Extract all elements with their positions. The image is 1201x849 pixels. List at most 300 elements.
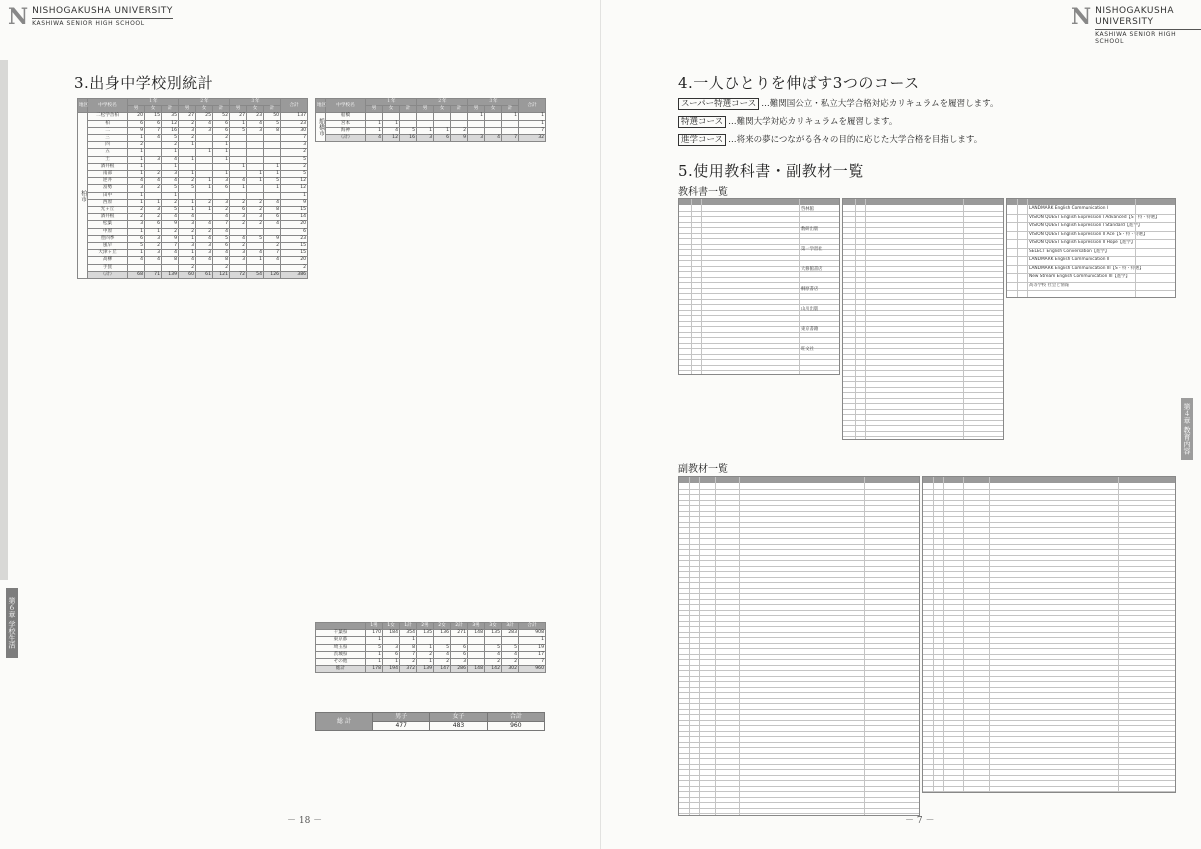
col-year3: ３年	[230, 99, 281, 106]
count-cell	[264, 192, 281, 199]
col-school: 中学校名	[326, 99, 366, 113]
count-cell: 5	[230, 127, 247, 134]
row-line	[843, 255, 1003, 256]
column-line	[989, 477, 990, 792]
count-cell	[230, 171, 247, 178]
count-cell: 27	[179, 113, 196, 120]
section-title-textbooks: 5.使用教科書・副教材一覧	[678, 162, 864, 180]
count-cell	[213, 192, 230, 199]
count-cell: 2	[400, 659, 417, 666]
table-1-body	[78, 113, 308, 279]
count-cell	[485, 637, 502, 644]
row-line	[923, 709, 1175, 710]
chapter-tab: 第４章 教育内容	[1181, 398, 1193, 460]
row-line	[843, 431, 1003, 432]
count-cell: 1	[128, 199, 145, 206]
table-row	[316, 120, 546, 127]
table-row	[78, 264, 308, 271]
count-cell: 1	[128, 149, 145, 156]
count-cell: 1	[383, 120, 400, 127]
count-cell: 6	[230, 207, 247, 214]
count-cell: 2	[145, 171, 162, 178]
count-cell: 3	[145, 156, 162, 163]
row-line	[923, 494, 1175, 495]
count-cell	[230, 135, 247, 142]
row-line	[923, 522, 1175, 523]
sub-total: 計	[162, 106, 179, 113]
count-cell: 4	[230, 235, 247, 242]
summary-header: 合計	[519, 623, 546, 630]
row-line	[923, 764, 1175, 765]
count-cell: 5	[434, 644, 451, 651]
count-cell: 1	[179, 171, 196, 178]
count-cell: 3	[145, 235, 162, 242]
count-cell: 4	[162, 178, 179, 185]
count-cell: 2	[128, 214, 145, 221]
prefecture-summary-table	[315, 622, 546, 673]
school-name-cell: 光ヶ丘	[88, 207, 128, 214]
school-logo-icon: N	[1071, 4, 1092, 30]
count-cell: 2	[196, 228, 213, 235]
count-cell	[230, 228, 247, 235]
column-line	[739, 477, 740, 815]
count-cell: 9	[162, 235, 179, 242]
row-line	[679, 354, 839, 355]
column-line	[1027, 199, 1028, 297]
row-line	[923, 621, 1175, 622]
count-cell: 9	[264, 235, 281, 242]
count-cell	[247, 228, 264, 235]
row-line	[1007, 282, 1175, 283]
count-cell: 35	[162, 113, 179, 120]
row-line	[923, 665, 1175, 666]
count-cell: 6	[145, 221, 162, 228]
count-cell: 12	[281, 185, 308, 192]
count-cell: 4	[196, 221, 213, 228]
row-line	[843, 370, 1003, 371]
row-line	[679, 260, 839, 261]
row-line	[1007, 290, 1175, 291]
row-line	[1007, 265, 1175, 266]
row-line	[679, 211, 839, 212]
school-name-cell: 西原	[88, 199, 128, 206]
table-row	[78, 221, 308, 228]
table-row	[78, 207, 308, 214]
count-cell: 30	[281, 127, 308, 134]
summary-row	[316, 637, 546, 644]
sub-total: 計	[451, 106, 468, 113]
row-line	[923, 676, 1175, 677]
row-line	[843, 354, 1003, 355]
count-cell	[264, 156, 281, 163]
count-cell: 4	[247, 250, 264, 257]
row-line	[1007, 222, 1175, 223]
count-cell	[196, 142, 213, 149]
count-cell: 52	[213, 113, 230, 120]
count-cell: 25	[196, 113, 213, 120]
count-cell: 7	[400, 651, 417, 658]
count-cell	[230, 149, 247, 156]
count-cell	[451, 113, 468, 120]
count-cell: 2	[230, 243, 247, 250]
count-cell	[247, 135, 264, 142]
summary-header: 1女	[383, 623, 400, 630]
count-cell: 5	[264, 178, 281, 185]
row-line	[923, 786, 1175, 787]
count-cell	[400, 120, 417, 127]
count-cell: 1	[128, 163, 145, 170]
summary-header: 2女	[434, 623, 451, 630]
row-line	[843, 348, 1003, 349]
sub-female: 女	[434, 106, 451, 113]
count-cell: 2	[213, 207, 230, 214]
row-line	[923, 659, 1175, 660]
count-cell: 3	[213, 199, 230, 206]
school-name-cell: 風早	[88, 243, 128, 250]
count-cell: 354	[400, 630, 417, 637]
school-name-cell: 五	[88, 149, 128, 156]
count-cell: 8	[400, 644, 417, 651]
row-line	[923, 692, 1175, 693]
count-cell	[468, 651, 485, 658]
count-cell: 54	[247, 271, 264, 278]
row-line	[923, 500, 1175, 501]
summary-row	[316, 659, 546, 666]
count-cell: 4	[230, 178, 247, 185]
count-cell: 283	[502, 630, 519, 637]
school-name: KASHIWA SENIOR HIGH SCHOOL	[32, 18, 173, 27]
count-cell: 6	[213, 243, 230, 250]
count-cell: 8	[264, 207, 281, 214]
count-cell: 1	[196, 207, 213, 214]
row-line	[843, 436, 1003, 437]
publisher-name: 大修館書店	[801, 267, 823, 272]
row-line	[843, 321, 1003, 322]
row-line	[679, 244, 839, 245]
row-line	[843, 387, 1003, 388]
row-line	[843, 271, 1003, 272]
count-cell: 7	[145, 127, 162, 134]
count-cell	[196, 171, 213, 178]
count-cell: 8	[162, 257, 179, 264]
course-label: 特選コース	[678, 116, 726, 128]
row-line	[843, 266, 1003, 267]
count-cell: 9	[128, 127, 145, 134]
count-cell: 2	[264, 243, 281, 250]
row-line	[923, 654, 1175, 655]
row-line	[923, 670, 1175, 671]
count-cell: 4	[434, 651, 451, 658]
count-cell: 3	[417, 135, 434, 142]
count-cell: 12	[162, 120, 179, 127]
col-total: 合計	[281, 99, 308, 113]
summary-header: 2計	[451, 623, 468, 630]
count-cell: 1	[366, 120, 383, 127]
count-cell: 908	[519, 630, 546, 637]
count-cell: 2	[213, 135, 230, 142]
row-line	[923, 544, 1175, 545]
row-line	[679, 216, 839, 217]
col-year2: ２年	[417, 99, 468, 106]
count-cell: 1	[179, 207, 196, 214]
row-line	[923, 505, 1175, 506]
count-cell: 4	[485, 135, 502, 142]
count-cell: 6	[434, 135, 451, 142]
table-row	[78, 257, 308, 264]
school-name-cell: （計）	[88, 271, 128, 278]
row-line	[843, 365, 1003, 366]
row-line	[923, 725, 1175, 726]
count-cell: 2	[196, 199, 213, 206]
row-line	[843, 293, 1003, 294]
count-cell: 20	[128, 113, 145, 120]
count-cell: 1	[247, 178, 264, 185]
count-cell	[485, 127, 502, 134]
course-label: 進学コース	[678, 134, 726, 146]
publisher-name: 東京書籍	[801, 327, 819, 332]
count-cell: 2	[451, 127, 468, 134]
row-line	[923, 516, 1175, 517]
count-cell: 3	[230, 257, 247, 264]
textbook-table-japanese-social	[678, 198, 840, 375]
course-desc: …難関国公立・私立大学合格対応カリキュラムを履習します。	[761, 99, 999, 109]
count-cell	[383, 113, 400, 120]
count-cell: 61	[196, 271, 213, 278]
count-cell: 2	[502, 659, 519, 666]
count-cell: 2	[179, 120, 196, 127]
count-cell: 1	[247, 257, 264, 264]
table-row	[78, 228, 308, 235]
count-cell: 7	[264, 250, 281, 257]
count-cell: 7	[519, 659, 546, 666]
table-row	[78, 185, 308, 192]
count-cell: 1	[366, 659, 383, 666]
row-line	[923, 599, 1175, 600]
column-line	[691, 199, 692, 374]
count-cell: 3	[451, 659, 468, 666]
row-line	[679, 277, 839, 278]
count-cell: 5	[485, 644, 502, 651]
count-cell: 4	[213, 250, 230, 257]
count-cell: 3	[196, 127, 213, 134]
row-line	[843, 326, 1003, 327]
row-line	[1007, 273, 1175, 274]
school-name-cell: 二	[88, 127, 128, 134]
count-cell	[196, 264, 213, 271]
count-cell: 1	[128, 250, 145, 257]
school-name-cell: 豊四季	[88, 235, 128, 242]
table-header	[923, 477, 1175, 483]
row-line	[1007, 248, 1175, 249]
row-line	[923, 731, 1175, 732]
count-cell: 1	[230, 185, 247, 192]
summary-row	[316, 644, 546, 651]
row-line	[843, 398, 1003, 399]
count-cell: 178	[366, 666, 383, 673]
count-cell: 5	[247, 235, 264, 242]
row-line	[923, 604, 1175, 605]
count-cell: 4	[264, 199, 281, 206]
row-line	[923, 753, 1175, 754]
count-cell: 1	[519, 637, 546, 644]
textbook-title: VISION QUEST English Expression II Ace【S・特・特選】	[1029, 231, 1148, 237]
count-cell: 1	[230, 120, 247, 127]
count-cell: 3	[468, 135, 485, 142]
count-cell: 5	[162, 135, 179, 142]
count-cell: 4	[145, 178, 162, 185]
table-row	[78, 171, 308, 178]
summary-row	[316, 630, 546, 637]
summary-header: 1男	[366, 623, 383, 630]
row-line	[923, 549, 1175, 550]
count-cell	[383, 637, 400, 644]
university-name: NISHOGAKUSHA UNIVERSITY	[1095, 6, 1175, 27]
prefecture-cell: 千葉県	[316, 630, 366, 637]
count-cell	[247, 264, 264, 271]
row-line	[679, 321, 839, 322]
table-row	[78, 127, 308, 134]
column-line	[963, 199, 964, 439]
count-cell: 2	[145, 243, 162, 250]
row-line	[923, 632, 1175, 633]
grand-total-label: 総 計	[316, 713, 373, 731]
count-cell: 386	[281, 271, 308, 278]
count-cell: 15	[281, 250, 308, 257]
count-cell	[230, 142, 247, 149]
textbook-table-math-science	[842, 198, 1004, 440]
count-cell: 19	[519, 644, 546, 651]
table-row	[78, 243, 308, 250]
count-cell: 4	[179, 214, 196, 221]
row-line	[923, 758, 1175, 759]
row-line	[679, 315, 839, 316]
grand-total-table	[315, 712, 545, 731]
sub-male: 男	[179, 106, 196, 113]
school-name-cell: 中原	[88, 228, 128, 235]
count-cell: 6	[383, 651, 400, 658]
count-cell: 1	[434, 127, 451, 134]
column-line	[855, 199, 856, 439]
textbook-title: LANDMARK English Communication I	[1029, 206, 1109, 211]
school-name-cell: 酒井根	[88, 214, 128, 221]
course-super	[678, 97, 998, 109]
count-cell	[196, 156, 213, 163]
count-cell: 4	[383, 127, 400, 134]
count-cell: 16	[162, 127, 179, 134]
count-cell: 1	[179, 250, 196, 257]
count-cell	[264, 149, 281, 156]
count-cell: 4	[366, 135, 383, 142]
count-cell: 6	[128, 235, 145, 242]
school-name-cell: 逆井	[88, 178, 128, 185]
row-line	[679, 222, 839, 223]
count-cell: 4	[196, 257, 213, 264]
count-cell: 1	[417, 127, 434, 134]
count-cell: 2	[179, 178, 196, 185]
textbook-list-label: 教科書一覧	[678, 187, 728, 198]
subsidiary-table-1	[678, 476, 920, 816]
col-year2: ２年	[179, 99, 230, 106]
count-cell	[502, 637, 519, 644]
count-cell	[485, 113, 502, 120]
count-cell: 148	[468, 630, 485, 637]
summary-row	[316, 666, 546, 673]
row-line	[923, 566, 1175, 567]
count-cell: 1	[213, 149, 230, 156]
table-row	[78, 192, 308, 199]
count-cell: 2	[162, 142, 179, 149]
count-cell: 1	[196, 185, 213, 192]
count-cell	[434, 113, 451, 120]
row-line	[843, 403, 1003, 404]
sub-total: 計	[213, 106, 230, 113]
row-line	[843, 288, 1003, 289]
row-line	[843, 277, 1003, 278]
count-cell	[179, 163, 196, 170]
row-line	[843, 420, 1003, 421]
count-cell	[400, 113, 417, 120]
count-cell: 5	[366, 644, 383, 651]
count-cell: 2	[179, 135, 196, 142]
row-line	[843, 216, 1003, 217]
count-cell: 4	[502, 651, 519, 658]
count-cell	[434, 120, 451, 127]
count-cell: 302	[502, 666, 519, 673]
row-line	[923, 533, 1175, 534]
count-cell	[434, 637, 451, 644]
count-cell: 5	[128, 243, 145, 250]
table-row	[78, 199, 308, 206]
school-name-cell: 南部	[88, 171, 128, 178]
prefecture-cell: 東京都	[316, 637, 366, 644]
count-cell: 20	[281, 221, 308, 228]
count-cell: 2	[145, 214, 162, 221]
count-cell	[417, 637, 434, 644]
row-line	[923, 571, 1175, 572]
count-cell: 23	[281, 235, 308, 242]
count-cell: 4	[162, 156, 179, 163]
row-line	[923, 511, 1175, 512]
prefecture-cell: 茨城県	[316, 651, 366, 658]
row-line	[843, 222, 1003, 223]
count-cell: 2	[230, 199, 247, 206]
count-cell: 5	[264, 120, 281, 127]
count-cell: 1	[145, 228, 162, 235]
textbook-title: 高等学校 社会と情報	[1029, 282, 1070, 288]
publisher-name: 山川出版	[801, 307, 819, 312]
header-brand-left	[8, 6, 173, 28]
count-cell: 4	[128, 178, 145, 185]
count-cell: 1	[213, 171, 230, 178]
row-line	[923, 615, 1175, 616]
count-cell: 8	[264, 127, 281, 134]
row-line	[843, 332, 1003, 333]
row-line	[923, 648, 1175, 649]
sub-female: 女	[383, 106, 400, 113]
count-cell: 4	[128, 257, 145, 264]
count-cell	[145, 163, 162, 170]
count-cell: 3	[230, 250, 247, 257]
column-line	[963, 477, 964, 792]
row-line	[923, 626, 1175, 627]
count-cell	[247, 243, 264, 250]
count-cell: 2	[128, 142, 145, 149]
count-cell: 3	[247, 127, 264, 134]
column-line	[1118, 477, 1119, 792]
count-cell	[468, 659, 485, 666]
row-line	[843, 244, 1003, 245]
count-cell	[468, 120, 485, 127]
